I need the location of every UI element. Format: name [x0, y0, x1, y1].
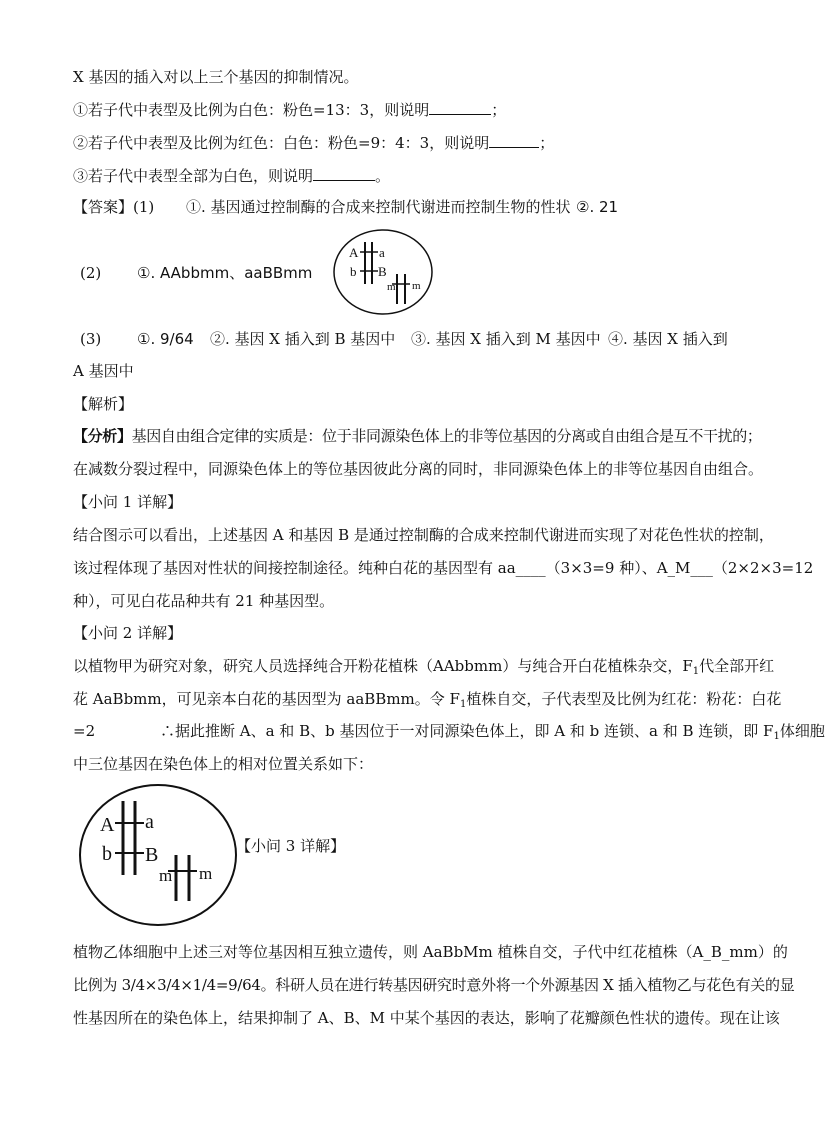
gene-B: B	[145, 844, 159, 866]
analysis-heading: 【解析】	[73, 395, 134, 413]
gene-m-2: m	[199, 864, 213, 883]
answer-3-label: (3)	[80, 330, 102, 348]
answer-1-part-1: ①. 基因通过控制酶的合成来控制代谢进而控制生物的性状	[186, 198, 571, 216]
gene-m-1: m	[159, 866, 173, 885]
question-line: X 基因的插入对以上三个基因的抑制情况。	[73, 68, 359, 86]
answer-3-part-4: ④. 基因 X 插入到	[608, 330, 728, 348]
answer-3-continuation: A 基因中	[73, 362, 134, 380]
subquestion-2-line-1: 以植物甲为研究对象，研究人员选择纯合开粉花植株（AAbbmm）与纯合开白花植株杂交，$F_1$代全部开红	[73, 657, 775, 677]
gene-a: a	[145, 811, 154, 833]
gene-A: A	[100, 814, 115, 836]
analysis-line-2: 在减数分裂过程中，同源染色体上的等位基因彼此分离的同时，非同源染色体上的非等位基因自由组合。	[73, 460, 764, 478]
answer-3-part-3: ③. 基因 X 插入到 M 基因中	[411, 330, 601, 348]
question-choice-2: ②若子代中表型及比例为红色：白色：粉色=9：4：3，则说明 ；	[73, 134, 555, 152]
question-choice-3: ③若子代中表型全部为白色，则说明 。	[73, 167, 391, 185]
question-choice-1: ①若子代中表型及比例为白色：粉色=13：3，则说明 ；	[73, 101, 507, 119]
subquestion-1-line-1: 结合图示可以看出，上述基因 A 和基因 B 是通过控制酶的合成来控制代谢进而实现了对花色性状的控制，	[73, 526, 774, 544]
subquestion-3-line-2: 比例为 3/4×3/4×1/4=9/64。科研人员在进行转基因研究时意外将一个外源基因 X 插入植物乙与花色有关的显	[73, 976, 795, 994]
subquestion-1-line-2: 该过程体现了基因对性状的间接控制途径。纯种白花的基因型有 aa____（3×3=9 种）、A_M___（2×2×3=12	[73, 559, 814, 577]
gene-m-2: m	[412, 280, 421, 292]
subquestion-1-line-3: 种），可见白花品种共有 21 种基因型。	[73, 592, 335, 610]
analysis-line-1: 【分析】基因自由组合定律的实质是：位于非同源染色体上的非等位基因的分离或自由组合是互不干扰的；	[73, 427, 762, 445]
subquestion-2-line-3: ∴据此推断 A、a 和 B、b 基因位于一对同源染色体上，即 A 和 b 连锁、a 和 B 连锁，即 $F_1$体细胞	[160, 722, 825, 742]
subquestion-2-heading: 【小问 2 详解】	[73, 624, 183, 642]
answer-2-label: (2)	[80, 264, 102, 282]
answer-1-part-2: ②. 21	[576, 198, 619, 216]
gene-B: B	[378, 264, 387, 279]
gene-A: A	[349, 245, 359, 260]
subquestion-2-line-4: 中三位基因在染色体上的相对位置关系如下：	[73, 755, 374, 773]
gene-m-1: m	[387, 281, 396, 293]
chromosome-diagram-large	[78, 783, 238, 929]
answer-label: 【答案】(1)	[73, 198, 155, 216]
answer-3-part-1: ①. 9/64	[137, 330, 194, 348]
subquestion-2-ratio: =2	[73, 722, 96, 740]
subquestion-3-line-3: 性基因所在的染色体上，结果抑制了 A、B、M 中某个基因的表达，影响了花瓣颜色性状的遗传。现在让该	[73, 1009, 780, 1027]
chromosome-diagram-small	[332, 228, 434, 316]
subquestion-3-heading: 【小问 3 详解】	[236, 837, 346, 855]
subquestion-2-line-2: 花 AaBbmm，可见亲本白花的基因型为 aaBBmm。令 $F_1$植株自交，子代表型及比例为红花：粉花：白花	[73, 690, 782, 710]
gene-b: b	[350, 264, 357, 279]
answer-3-part-2: ②. 基因 X 插入到 B 基因中	[210, 330, 396, 348]
gene-b: b	[102, 843, 112, 865]
answer-2-part-1: ①. AAbbmm、aaBBmm	[137, 264, 313, 282]
subquestion-1-heading: 【小问 1 详解】	[73, 493, 183, 511]
gene-a: a	[379, 245, 385, 260]
subquestion-3-line-1: 植物乙体细胞中上述三对等位基因相互独立遗传，则 AaBbMm 植株自交，子代中红花植株（A_B_mm）的	[73, 943, 788, 961]
